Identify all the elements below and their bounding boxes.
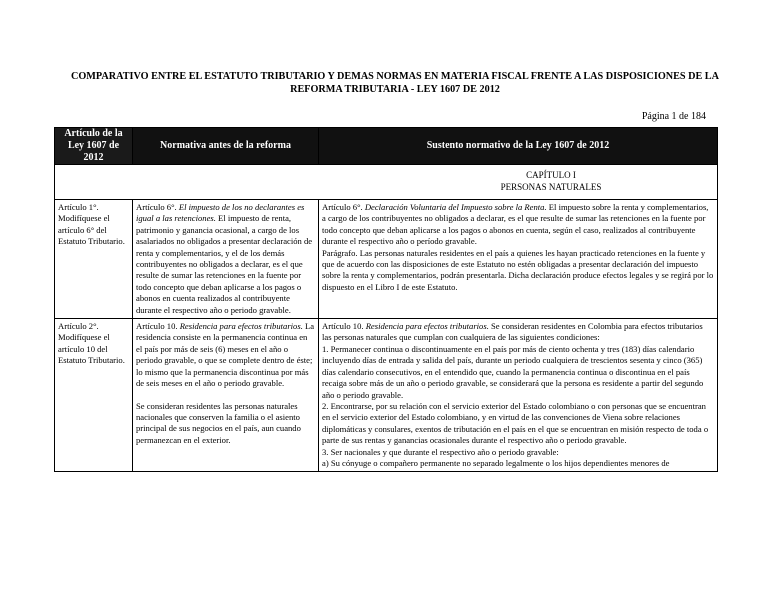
before-text: La residencia consiste en la permanencia continua en el país por más de seis (6) meses en el año o periodo gravable, o que se complete dentro de éste; lo mismo que la permanencia discontinua por más de seis meses en el año o periodo gravable. (136, 321, 315, 389)
before-cell (133, 319, 319, 472)
new-item: 2. Encontrarse, por su relación con el servicio exterior del Estado colombiano o con personas que se encuentran en el servicio exterior del Estado colombiano, y en virtud de las convenciones de Viena sobre relaciones diplomáticas y consulares, exentos de tributación en el país en el que se encuentran en misión respecto de toda o parte de sus rentas y ganancias ocasionales durante el respectivo año o periodo gravable. (322, 400, 709, 446)
new-cell (319, 200, 718, 319)
new-item: 3. Ser nacionales y que durante el respectivo año o periodo gravable: (322, 446, 559, 457)
chapter-cell (55, 165, 718, 200)
table-row (55, 319, 718, 472)
before-italic: Residencia para efectos tributarios. (179, 321, 303, 332)
chapter-title: CAPÍTULO I (526, 170, 576, 180)
new-item: a) Su cónyuge o compañero permanente no separado legalmente o los hijos dependientes menores de (322, 457, 670, 468)
comparison-table (54, 127, 718, 472)
new-title: Artículo 10. (322, 321, 364, 332)
before-cell (133, 200, 319, 319)
new-cell (319, 319, 718, 472)
section-title: PERSONAS NATURALES (500, 182, 602, 192)
table-header-row (55, 128, 718, 165)
before-italic: El impuesto de los no declarantes es igual a las retenciones. (136, 202, 305, 224)
new-text: El impuesto sobre la renta y complementarios, a cargo de los contribuyentes no obligados a declarar, es el que resulte de sumar las retenciones en la fuente por todo concepto que deban aplicarse a los pagos o abonos en cuenta, según el caso, realizados al contribuyente durante el respectivo año o período gravable. (322, 202, 709, 247)
article-cell: Artículo 2°. Modifíquese el artículo 10 del Estatuto Tributario. (55, 319, 133, 472)
new-paragraph: Parágrafo. Las personas naturales residentes en el país a quienes les hayan practicado retenciones en la fuente y que de acuerdo con las disposiciones de este Estatuto no estén obligadas a presentar declaración del impuesto sobre la renta y complementarios, podrán presentarla. Dicha declaración produce efectos legales y se regirá por lo dispuesto en el Libro I de este Estatuto. (322, 247, 714, 292)
before-text: El impuesto de renta, patrimonio y ganancia ocasional, a cargo de los asalariados no obligados a presentar declaración de renta y complementarios, y el de los demás contribuyentes no obligados a declarar, es el que resulte de sumar las retenciones en la fuente por todo concepto que deban aplicarse a los pagos o abonos en cuenta realizados al contribuyente durante el respectivo año o periodo gravable. (136, 213, 313, 315)
before-title: Artículo 6°. (136, 202, 177, 212)
before-text-2: Se consideran residentes las personas naturales nacionales que conserven la familia o el asiento principal de sus negocios en el país, aun cuando permanezcan en el exterior. (136, 400, 301, 445)
article-cell: Artículo 1°. Modifíquese el artículo 6° del Estatuto Tributario. (55, 200, 133, 319)
page-number: Página 1 de 184 (641, 111, 706, 122)
header-article: Artículo de la Ley 1607 de 2012 (55, 128, 133, 165)
new-text: Se consideran residentes en Colombia para efectos tributarios las personas naturales que cumplan con cualquiera de las siguientes condiciones: (322, 321, 703, 343)
chapter-row (55, 165, 718, 200)
new-italic: Declaración Voluntaria del Impuesto sobre la Renta. (364, 202, 547, 212)
document-title: COMPARATIVO ENTRE EL ESTATUTO TRIBUTARIO Y DEMAS NORMAS EN MATERIA FISCAL FRENTE A LAS DISPOSICIONES DE LA REFORMA TRIBUTARIA - LEY 1607 DE 2012 (71, 71, 719, 95)
new-item: 1. Permanecer continua o discontinuamente en el país por más de ciento ochenta y tres (183) días calendario incluyendo días de entrada y salida del país, durante un periodo cualquiera de trescientos sesenta y cinco (365) días calendario consecutivos, en el entendido que, cuando la permanencia continua o discontinua en el país recaiga sobre más de un año o periodo gravable, se considerará que la persona es residente a partir del segundo año o periodo gravable. (322, 343, 704, 400)
new-title: Artículo 6°. (322, 202, 363, 212)
table-row (55, 200, 718, 319)
header-new: Sustento normativo de la Ley 1607 de 2012 (319, 128, 718, 165)
header-before: Normativa antes de la reforma (133, 128, 319, 165)
before-title: Artículo 10. (136, 321, 178, 332)
new-italic: Residencia para efectos tributarios. (365, 321, 489, 332)
